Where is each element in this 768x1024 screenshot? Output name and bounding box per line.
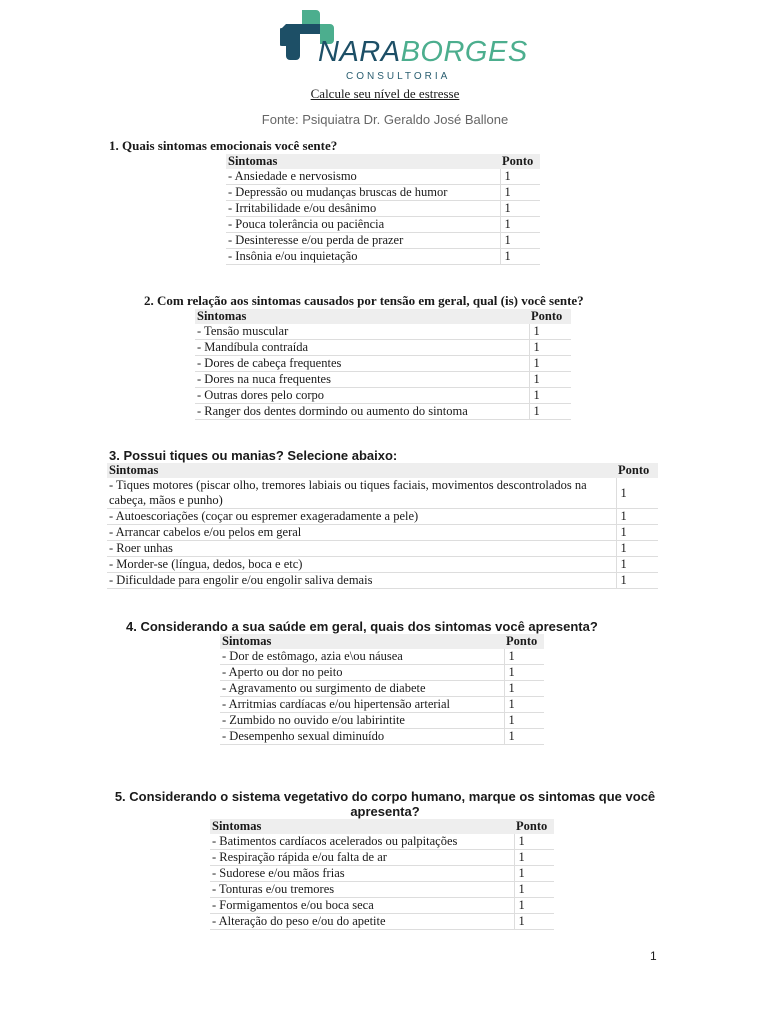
page-title: Calcule seu nível de estresse <box>310 86 460 101</box>
table-row <box>107 509 658 525</box>
point-cell: 1 <box>529 404 571 420</box>
header-points: Ponto <box>616 463 658 478</box>
table-header <box>195 309 571 324</box>
table-row <box>210 882 554 898</box>
point-cell: 1 <box>500 169 540 185</box>
table-row <box>107 541 658 557</box>
table-row <box>226 201 540 217</box>
symptom-cell: - Irritabilidade e/ou desânimo <box>226 201 500 217</box>
table-row <box>226 185 540 201</box>
table-row <box>195 372 571 388</box>
point-cell: 1 <box>529 356 571 372</box>
symptom-cell: - Depressão ou mudanças bruscas de humor <box>226 185 500 201</box>
header-points: Ponto <box>500 154 540 169</box>
table-row <box>220 729 544 745</box>
symptom-cell: - Morder-se (língua, dedos, boca e etc) <box>107 557 616 573</box>
point-cell: 1 <box>616 573 658 589</box>
question-4: 4. Considerando a sua saúde em geral, quais dos sintomas você apresenta? <box>126 619 598 634</box>
table-row <box>210 866 554 882</box>
symptom-cell: - Tonturas e/ou tremores <box>210 882 514 898</box>
symptom-cell: - Insônia e/ou inquietação <box>226 249 500 265</box>
point-cell: 1 <box>500 217 540 233</box>
table-row <box>220 681 544 697</box>
header-symptoms: Sintomas <box>226 154 500 169</box>
point-cell: 1 <box>616 525 658 541</box>
page-number: 1 <box>650 949 657 963</box>
point-cell: 1 <box>504 697 544 713</box>
point-cell: 1 <box>616 478 658 509</box>
symptom-cell: - Formigamentos e/ou boca seca <box>210 898 514 914</box>
symptoms-table-2 <box>195 309 571 420</box>
table-row <box>210 834 554 850</box>
point-cell: 1 <box>514 914 554 930</box>
table-row <box>226 169 540 185</box>
symptom-cell: - Alteração do peso e/ou do apetite <box>210 914 514 930</box>
symptom-cell: - Zumbido no ouvido e/ou labirintite <box>220 713 504 729</box>
point-cell: 1 <box>504 729 544 745</box>
symptom-cell: - Respiração rápida e/ou falta de ar <box>210 850 514 866</box>
logo-wordmark: NARABORGES <box>318 36 528 68</box>
symptom-cell: - Arritmias cardíacas e/ou hipertensão arterial <box>220 697 504 713</box>
symptom-cell: - Batimentos cardíacos acelerados ou palpitações <box>210 834 514 850</box>
symptoms-table-3 <box>107 463 658 589</box>
symptom-cell: - Outras dores pelo corpo <box>195 388 529 404</box>
symptoms-table-1 <box>226 154 540 265</box>
table-header <box>226 154 540 169</box>
point-cell: 1 <box>504 649 544 665</box>
symptom-cell: - Tiques motores (piscar olho, tremores labiais ou tiques faciais, movimentos descontrolados na cabeça, mãos e punho) <box>107 478 616 509</box>
symptom-cell: - Roer unhas <box>107 541 616 557</box>
table-row <box>195 340 571 356</box>
table-row <box>195 388 571 404</box>
table-row <box>210 898 554 914</box>
table-row <box>195 356 571 372</box>
table-row <box>210 850 554 866</box>
point-cell: 1 <box>504 665 544 681</box>
point-cell: 1 <box>514 898 554 914</box>
point-cell: 1 <box>529 372 571 388</box>
point-cell: 1 <box>500 201 540 217</box>
table-row <box>226 249 540 265</box>
point-cell: 1 <box>500 233 540 249</box>
table-row <box>195 324 571 340</box>
point-cell: 1 <box>529 324 571 340</box>
point-cell: 1 <box>514 850 554 866</box>
symptom-cell: - Autoescoriações (coçar ou espremer exageradamente a pele) <box>107 509 616 525</box>
header-symptoms: Sintomas <box>195 309 529 324</box>
point-cell: 1 <box>514 834 554 850</box>
symptom-cell: - Mandíbula contraída <box>195 340 529 356</box>
header-symptoms: Sintomas <box>107 463 616 478</box>
logo-subtitle: CONSULTORIA <box>346 71 451 82</box>
symptom-cell: - Agravamento ou surgimento de diabete <box>220 681 504 697</box>
point-cell: 1 <box>529 388 571 404</box>
table-row <box>220 665 544 681</box>
table-row <box>220 697 544 713</box>
symptoms-table-5 <box>210 819 554 930</box>
question-3: 3. Possui tiques ou manias? Selecione abaixo: <box>109 448 398 463</box>
table-header <box>210 819 554 834</box>
table-row <box>220 713 544 729</box>
table-row <box>226 233 540 249</box>
table-header <box>107 463 658 478</box>
table-row <box>107 557 658 573</box>
table-row <box>226 217 540 233</box>
source-line: Fonte: Psiquiatra Dr. Geraldo José Ballone <box>261 112 509 127</box>
question-5: 5. Considerando o sistema vegetativo do corpo humano, marque os sintomas que você apresenta? <box>114 789 656 819</box>
header-points: Ponto <box>514 819 554 834</box>
symptoms-table-4 <box>220 634 544 745</box>
point-cell: 1 <box>504 681 544 697</box>
symptom-cell: - Dificuldade para engolir e/ou engolir saliva demais <box>107 573 616 589</box>
point-cell: 1 <box>616 557 658 573</box>
symptom-cell: - Ranger dos dentes dormindo ou aumento do sintoma <box>195 404 529 420</box>
table-row <box>107 478 658 509</box>
symptom-cell: - Desempenho sexual diminuído <box>220 729 504 745</box>
table-header <box>220 634 544 649</box>
symptom-cell: - Dores de cabeça frequentes <box>195 356 529 372</box>
symptom-cell: - Dores na nuca frequentes <box>195 372 529 388</box>
point-cell: 1 <box>500 185 540 201</box>
table-row <box>220 649 544 665</box>
table-row <box>107 525 658 541</box>
header-symptoms: Sintomas <box>220 634 504 649</box>
point-cell: 1 <box>616 541 658 557</box>
table-row <box>195 404 571 420</box>
table-row <box>107 573 658 589</box>
symptom-cell: - Sudorese e/ou mãos frias <box>210 866 514 882</box>
point-cell: 1 <box>514 866 554 882</box>
question-1: 1. Quais sintomas emocionais você sente? <box>109 138 338 153</box>
symptom-cell: - Desinteresse e/ou perda de prazer <box>226 233 500 249</box>
question-2: 2. Com relação aos sintomas causados por tensão em geral, qual (is) você sente? <box>144 293 584 308</box>
point-cell: 1 <box>529 340 571 356</box>
symptom-cell: - Pouca tolerância ou paciência <box>226 217 500 233</box>
header-points: Ponto <box>529 309 571 324</box>
symptom-cell: - Arrancar cabelos e/ou pelos em geral <box>107 525 616 541</box>
table-row <box>210 914 554 930</box>
header-symptoms: Sintomas <box>210 819 514 834</box>
symptom-cell: - Aperto ou dor no peito <box>220 665 504 681</box>
symptom-cell: - Dor de estômago, azia e\ou náusea <box>220 649 504 665</box>
point-cell: 1 <box>514 882 554 898</box>
symptom-cell: - Tensão muscular <box>195 324 529 340</box>
point-cell: 1 <box>500 249 540 265</box>
point-cell: 1 <box>504 713 544 729</box>
company-logo <box>280 8 528 82</box>
point-cell: 1 <box>616 509 658 525</box>
symptom-cell: - Ansiedade e nervosismo <box>226 169 500 185</box>
header-points: Ponto <box>504 634 544 649</box>
